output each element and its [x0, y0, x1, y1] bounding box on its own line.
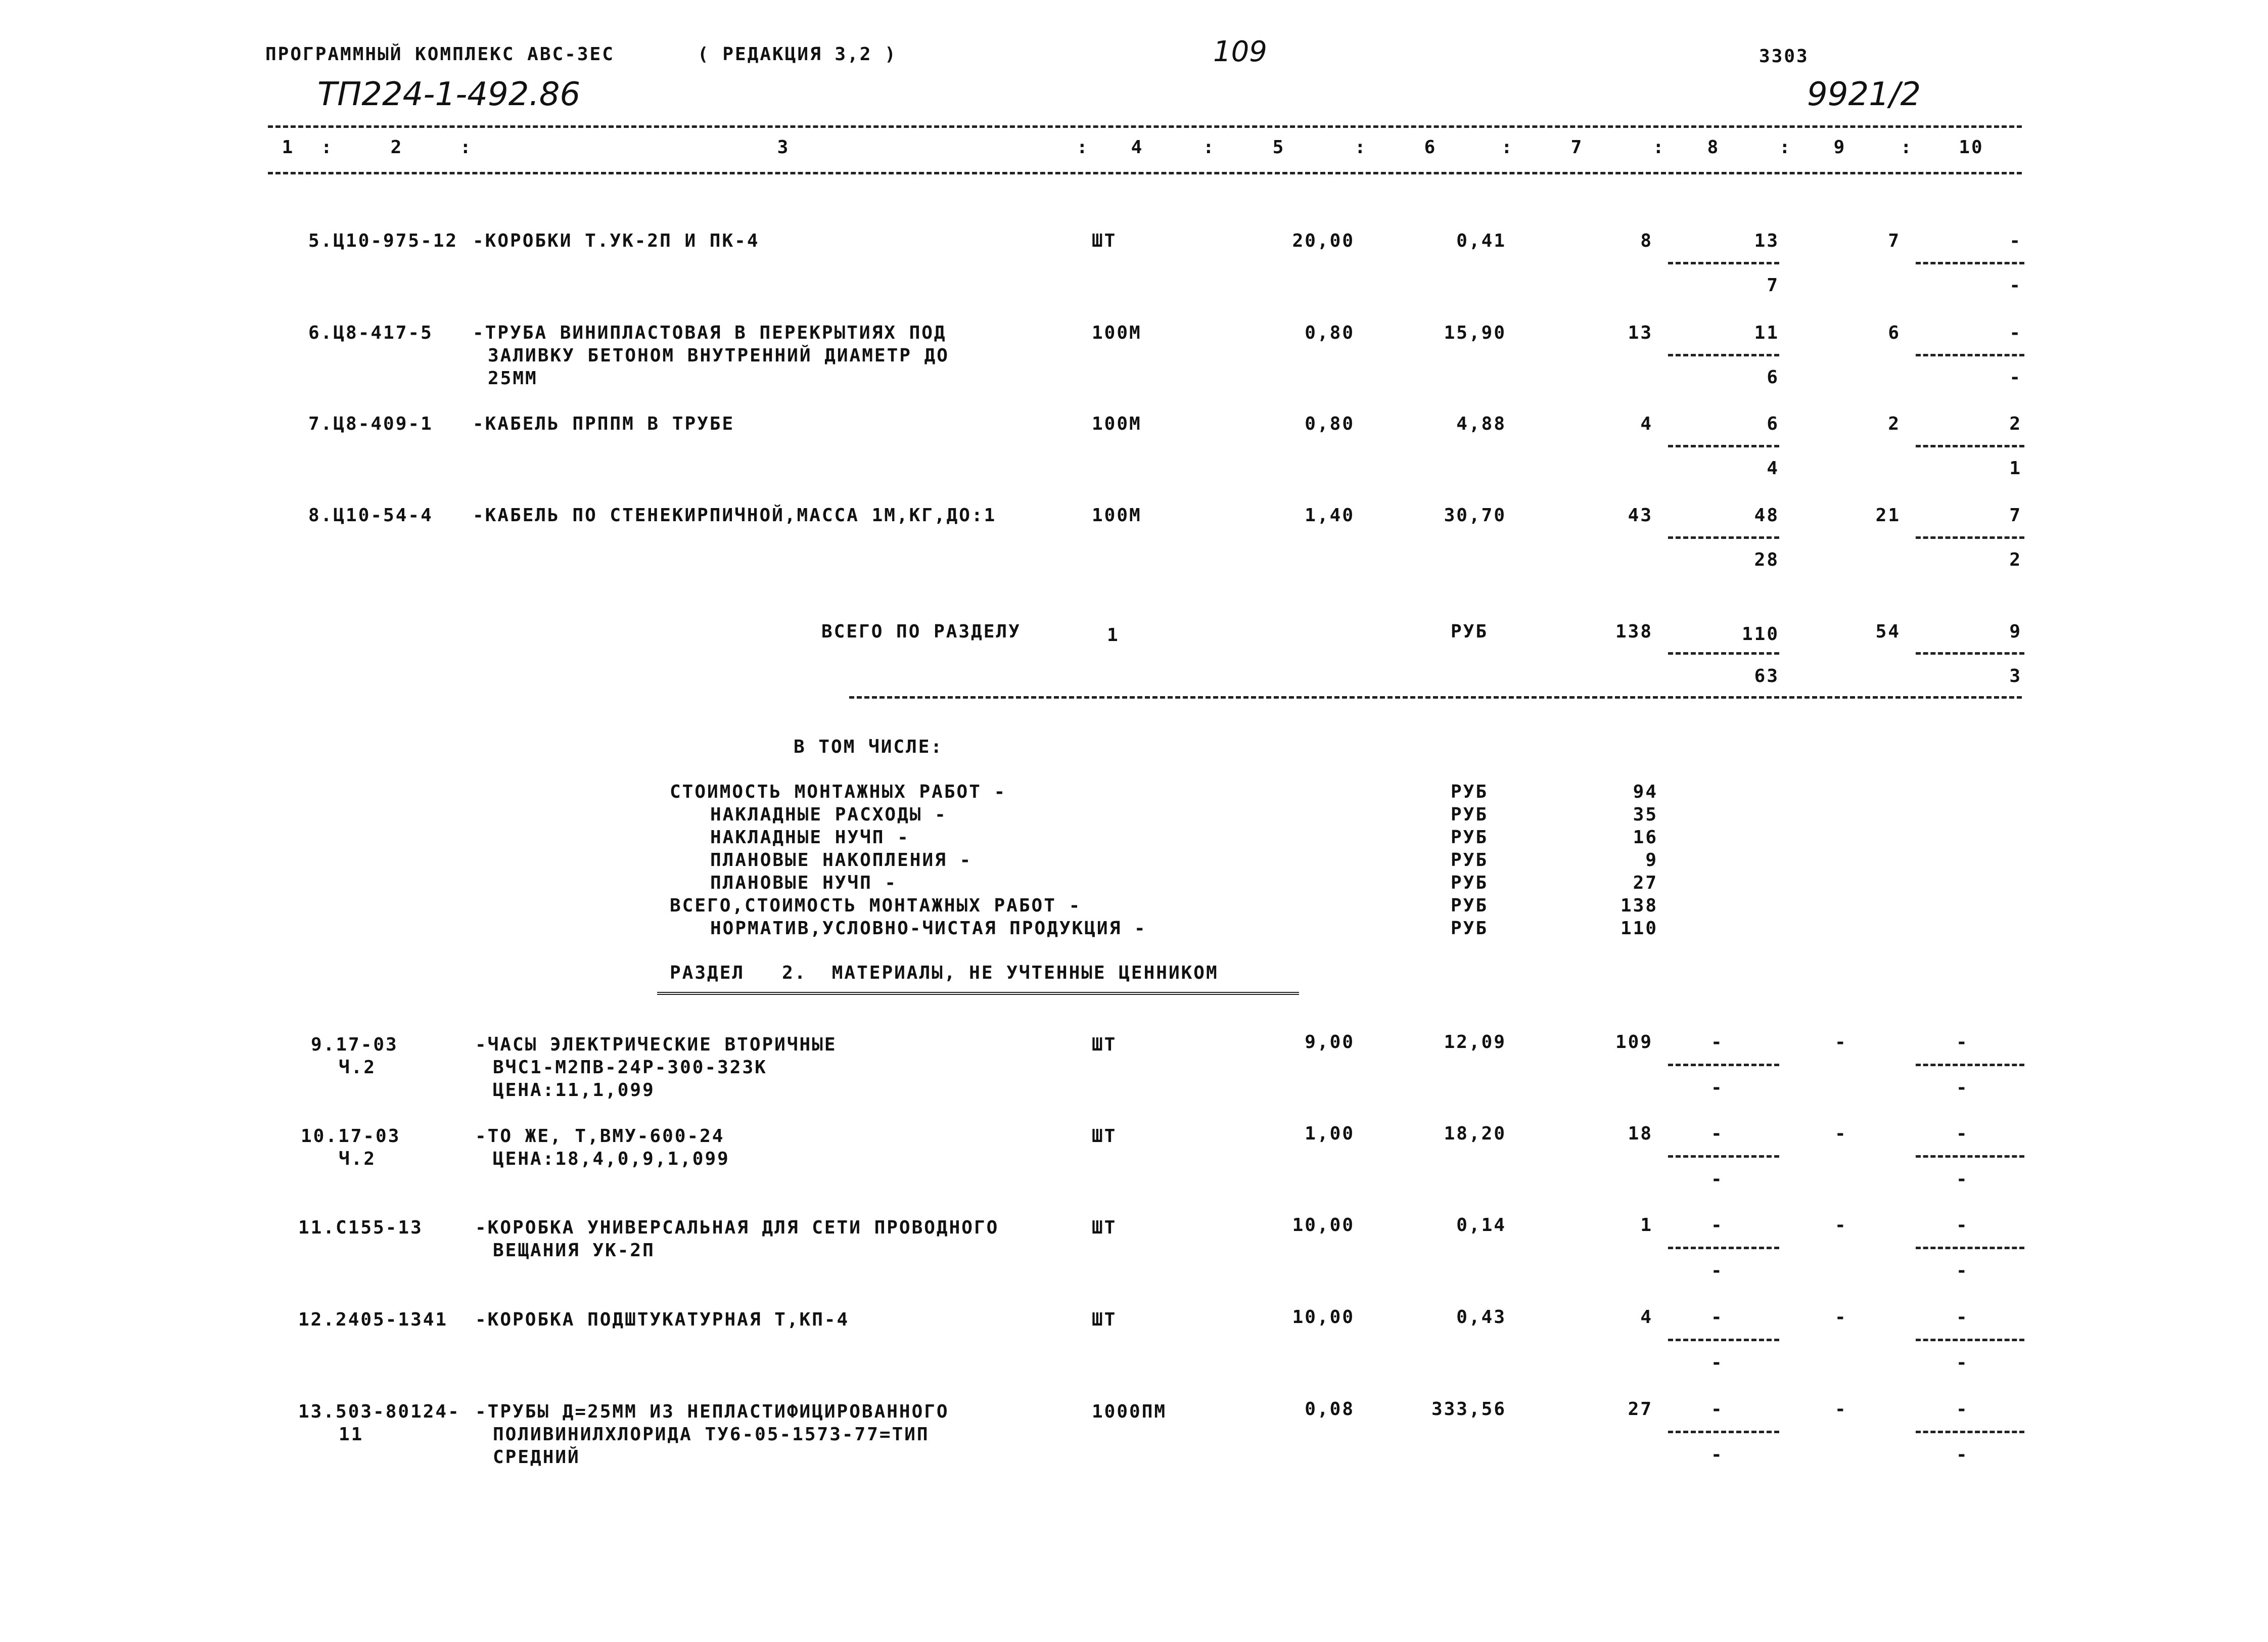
fraction-rule [1668, 1339, 1779, 1341]
breakdown-value: 94 [1633, 782, 1658, 802]
col-header: 5 [1272, 137, 1285, 158]
col-header: 8 [1707, 137, 1720, 158]
row-col8-top: 13 [1754, 231, 1779, 251]
row-total: 27 [1628, 1399, 1653, 1420]
row-code: 11 [339, 1424, 364, 1445]
row-code: 10.17-03 [301, 1126, 401, 1147]
fraction-rule [1916, 1339, 2024, 1341]
row-col10-bottom: - [1956, 1260, 1969, 1281]
col-header: 7 [1570, 137, 1584, 158]
fraction-rule [1668, 1247, 1779, 1249]
row-description: -ТО ЖЕ, Т,ВМУ-600-24 [475, 1126, 725, 1147]
breakdown-label: НАКЛАДНЫЕ РАСХОДЫ - [710, 804, 947, 825]
row-quantity: 0,80 [1305, 414, 1355, 434]
row-price: 0,43 [1456, 1307, 1506, 1328]
row-unit: ШТ [1092, 1309, 1117, 1330]
row-price: 30,70 [1444, 505, 1506, 526]
fraction-rule [1668, 1431, 1779, 1433]
row-price: 12,09 [1444, 1032, 1506, 1053]
row-col10-top: - [1956, 1032, 1969, 1053]
row-col9: - [1835, 1399, 1847, 1420]
row-price: 15,90 [1444, 323, 1506, 343]
breakdown-label: ПЛАНОВЫЕ НАКОПЛЕНИЯ - [710, 850, 973, 871]
row-unit: ШТ [1092, 1126, 1117, 1147]
fraction-rule [1916, 1064, 2024, 1066]
row-code: 5.Ц10-975-12 [308, 231, 458, 251]
row-description: ЦЕНА:18,4,0,9,1,099 [493, 1149, 730, 1169]
row-col10-bottom: - [2009, 367, 2022, 388]
sheet-number: 9921/2 [1807, 76, 1921, 113]
row-price: 18,20 [1444, 1123, 1506, 1144]
total-col8-bottom: 63 [1754, 666, 1779, 687]
row-price: 0,41 [1456, 231, 1506, 251]
row-code: 12.2405-1341 [298, 1309, 448, 1330]
row-unit: 100М [1092, 323, 1142, 343]
breakdown-label: СТОИМОСТЬ МОНТАЖНЫХ РАБОТ - [670, 782, 1007, 802]
breakdown-unit: РУБ [1451, 895, 1489, 916]
row-col10-bottom: - [1956, 1077, 1969, 1098]
row-description: ВЧС1-М2ПВ-24Р-300-323К [493, 1057, 767, 1078]
row-col8-bottom: 4 [1767, 458, 1779, 479]
col-sep: : [1901, 137, 1913, 158]
col-sep: : [321, 137, 334, 158]
total-count: 1 [1107, 625, 1120, 646]
row-col8-top: - [1711, 1032, 1724, 1053]
breakdown-label: ПЛАНОВЫЕ НУЧП - [710, 873, 898, 893]
section-heading-underline [657, 992, 1299, 995]
row-price: 4,88 [1456, 414, 1506, 434]
breakdown-label: ВСЕГО,СТОИМОСТЬ МОНТАЖНЫХ РАБОТ - [670, 895, 1082, 916]
total-col9: 54 [1875, 621, 1901, 642]
breakdown-label: НАКЛАДНЫЕ НУЧП - [710, 827, 910, 848]
breakdown-unit: РУБ [1451, 804, 1489, 825]
row-description: -КОРОБКА УНИВЕРСАЛЬНАЯ ДЛЯ СЕТИ ПРОВОДНОГО [475, 1217, 999, 1238]
row-unit: 1000ПМ [1092, 1401, 1167, 1422]
col-header: 6 [1424, 137, 1437, 158]
col-sep: : [1653, 137, 1665, 158]
row-total: 18 [1628, 1123, 1653, 1144]
row-col10-top: 2 [2009, 414, 2022, 434]
edition-label: ( РЕДАКЦИЯ 3,2 ) [698, 44, 897, 65]
row-col10-top: - [2009, 323, 2022, 343]
row-quantity: 0,08 [1305, 1399, 1355, 1420]
row-description: -КАБЕЛЬ ПО СТЕНЕКИРПИЧНОЙ,МАССА 1М,КГ,ДО:1 [473, 505, 997, 526]
row-col10-top: - [1956, 1215, 1969, 1236]
row-code: 7.Ц8-409-1 [308, 414, 433, 434]
row-code: 11.С155-13 [298, 1217, 423, 1238]
row-quantity: 9,00 [1305, 1032, 1355, 1053]
col-sep: : [1779, 137, 1792, 158]
row-col10-top: - [1956, 1399, 1969, 1420]
row-description: ЗАЛИВКУ БЕТОНОМ ВНУТРЕННИЙ ДИАМЕТР ДО [488, 345, 949, 366]
row-total: 43 [1628, 505, 1653, 526]
fraction-rule [1916, 652, 2024, 655]
row-unit: 100М [1092, 505, 1142, 526]
total-col8-top: 110 [1741, 624, 1779, 645]
col-sep: : [460, 137, 473, 158]
row-col8-top: - [1711, 1307, 1724, 1328]
document-id: ТП224-1-492.86 [317, 76, 581, 113]
row-col9: 7 [1888, 231, 1901, 251]
row-col9: - [1835, 1032, 1847, 1053]
breakdown-unit: РУБ [1451, 850, 1489, 871]
row-description: -КАБЕЛЬ ПРППМ В ТРУБЕ [473, 414, 735, 434]
fraction-rule [1916, 354, 2024, 356]
row-total: 1 [1640, 1215, 1653, 1236]
page-number: 109 [1213, 35, 1267, 68]
total-col10-bottom: 3 [2009, 666, 2022, 687]
breakdown-unit: РУБ [1451, 827, 1489, 848]
row-unit: 100М [1092, 414, 1142, 434]
row-price: 333,56 [1431, 1399, 1506, 1420]
row-col10-bottom: - [1956, 1169, 1969, 1190]
row-description: СРЕДНИЙ [493, 1447, 580, 1468]
including-title: В ТОМ ЧИСЛЕ: [794, 737, 944, 757]
document-code: 3303 [1759, 46, 1809, 67]
row-code: 8.Ц10-54-4 [308, 505, 433, 526]
row-unit: ШТ [1092, 1034, 1117, 1055]
row-price: 0,14 [1456, 1215, 1506, 1236]
col-header: 4 [1131, 137, 1144, 158]
row-col9: 21 [1875, 505, 1901, 526]
row-quantity: 1,00 [1305, 1123, 1355, 1144]
breakdown-value: 16 [1633, 827, 1658, 848]
breakdown-value: 138 [1620, 895, 1658, 916]
row-code: 9.17-03 [311, 1034, 398, 1055]
row-col8-top: - [1711, 1399, 1724, 1420]
row-total: 13 [1628, 323, 1653, 343]
breakdown-value: 110 [1620, 918, 1658, 939]
row-col8-bottom: 28 [1754, 550, 1779, 570]
row-col9: - [1835, 1215, 1847, 1236]
fraction-rule [1916, 1247, 2024, 1249]
row-description: -КОРОБКИ Т.УК-2П И ПК-4 [473, 231, 760, 251]
col-header: 3 [777, 137, 790, 158]
col-sep: : [1077, 137, 1089, 158]
row-col10-bottom: 2 [2009, 550, 2022, 570]
section-heading: РАЗДЕЛ 2. МАТЕРИАЛЫ, НЕ УЧТЕННЫЕ ЦЕННИКОМ [670, 963, 1219, 983]
total-unit: РУБ [1451, 621, 1489, 642]
row-col8-top: 48 [1754, 505, 1779, 526]
row-total: 4 [1640, 414, 1653, 434]
row-col10-bottom: 1 [2009, 458, 2022, 479]
row-col8-top: 11 [1754, 323, 1779, 343]
row-description: ЦЕНА:11,1,099 [493, 1080, 655, 1101]
row-code: 13.503-80124- [298, 1401, 460, 1422]
row-col10-top: - [2009, 231, 2022, 251]
breakdown-label: НОРМАТИВ,УСЛОВНО-ЧИСТАЯ ПРОДУКЦИЯ - [710, 918, 1147, 939]
row-col8-bottom: - [1711, 1444, 1724, 1465]
row-col8-bottom: - [1711, 1352, 1724, 1373]
row-description: -КОРОБКА ПОДШТУКАТУРНАЯ Т,КП-4 [475, 1309, 850, 1330]
col-header: 1 [282, 137, 295, 158]
total-label: ВСЕГО ПО РАЗДЕЛУ [821, 621, 1021, 642]
row-description: ПОЛИВИНИЛХЛОРИДА ТУ6-05-1573-77=ТИП [493, 1424, 930, 1445]
row-description: -ТРУБА ВИНИПЛАСТОВАЯ В ПЕРЕКРЫТИЯХ ПОД [473, 323, 947, 343]
col-sep: : [1355, 137, 1367, 158]
header-top-rule [268, 125, 2022, 128]
fraction-rule [1916, 1431, 2024, 1433]
fraction-rule [1916, 262, 2024, 264]
row-unit: ШТ [1092, 1217, 1117, 1238]
row-code: Ч.2 [339, 1057, 377, 1078]
row-description: -ТРУБЫ Д=25ММ ИЗ НЕПЛАСТИФИЦИРОВАННОГО [475, 1401, 949, 1422]
row-description: -ЧАСЫ ЭЛЕКТРИЧЕСКИЕ ВТОРИЧНЫЕ [475, 1034, 837, 1055]
row-col8-bottom: - [1711, 1260, 1724, 1281]
row-col8-top: - [1711, 1123, 1724, 1144]
total-col7: 138 [1615, 621, 1653, 642]
row-description: 25ММ [488, 368, 538, 389]
total-col10-top: 9 [2009, 621, 2022, 642]
row-quantity: 10,00 [1292, 1215, 1355, 1236]
row-col10-bottom: - [1956, 1352, 1969, 1373]
row-col8-bottom: - [1711, 1077, 1724, 1098]
fraction-rule [1668, 536, 1779, 539]
row-col10-top: - [1956, 1307, 1969, 1328]
program-title: ПРОГРАММНЫЙ КОМПЛЕКС АВС-ЗЕС [265, 44, 615, 65]
col-sep: : [1501, 137, 1514, 158]
row-code: Ч.2 [339, 1149, 377, 1169]
col-sep: : [1203, 137, 1216, 158]
breakdown-value: 9 [1645, 850, 1658, 871]
row-col8-bottom: 7 [1767, 275, 1779, 296]
fraction-rule [1668, 1155, 1779, 1158]
fraction-rule [1916, 536, 2024, 539]
row-quantity: 10,00 [1292, 1307, 1355, 1328]
breakdown-value: 27 [1633, 873, 1658, 893]
row-col8-top: - [1711, 1215, 1724, 1236]
total-underline [849, 696, 2022, 699]
breakdown-unit: РУБ [1451, 918, 1489, 939]
row-col9: 2 [1888, 414, 1901, 434]
fraction-rule [1668, 262, 1779, 264]
row-col9: - [1835, 1307, 1847, 1328]
row-quantity: 1,40 [1305, 505, 1355, 526]
breakdown-value: 35 [1633, 804, 1658, 825]
row-description: ВЕЩАНИЯ УК-2П [493, 1240, 655, 1261]
row-col10-bottom: - [2009, 275, 2022, 296]
fraction-rule [1916, 1155, 2024, 1158]
col-header: 9 [1833, 137, 1846, 158]
row-col8-bottom: - [1711, 1169, 1724, 1190]
row-total: 109 [1615, 1032, 1653, 1053]
fraction-rule [1916, 445, 2024, 447]
row-col10-top: - [1956, 1123, 1969, 1144]
row-unit: ШТ [1092, 231, 1117, 251]
row-col9: - [1835, 1123, 1847, 1144]
col-header: 10 [1959, 137, 1984, 158]
row-col9: 6 [1888, 323, 1901, 343]
row-col8-bottom: 6 [1767, 367, 1779, 388]
fraction-rule [1668, 445, 1779, 447]
col-header: 2 [390, 137, 403, 158]
row-col10-top: 7 [2009, 505, 2022, 526]
header-bottom-rule [268, 172, 2022, 174]
row-col10-bottom: - [1956, 1444, 1969, 1465]
fraction-rule [1668, 1064, 1779, 1066]
breakdown-unit: РУБ [1451, 782, 1489, 802]
row-total: 8 [1640, 231, 1653, 251]
fraction-rule [1668, 354, 1779, 356]
row-code: 6.Ц8-417-5 [308, 323, 433, 343]
row-quantity: 0,80 [1305, 323, 1355, 343]
row-quantity: 20,00 [1292, 231, 1355, 251]
row-total: 4 [1640, 1307, 1653, 1328]
fraction-rule [1668, 652, 1779, 655]
row-col8-top: 6 [1767, 414, 1779, 434]
breakdown-unit: РУБ [1451, 873, 1489, 893]
